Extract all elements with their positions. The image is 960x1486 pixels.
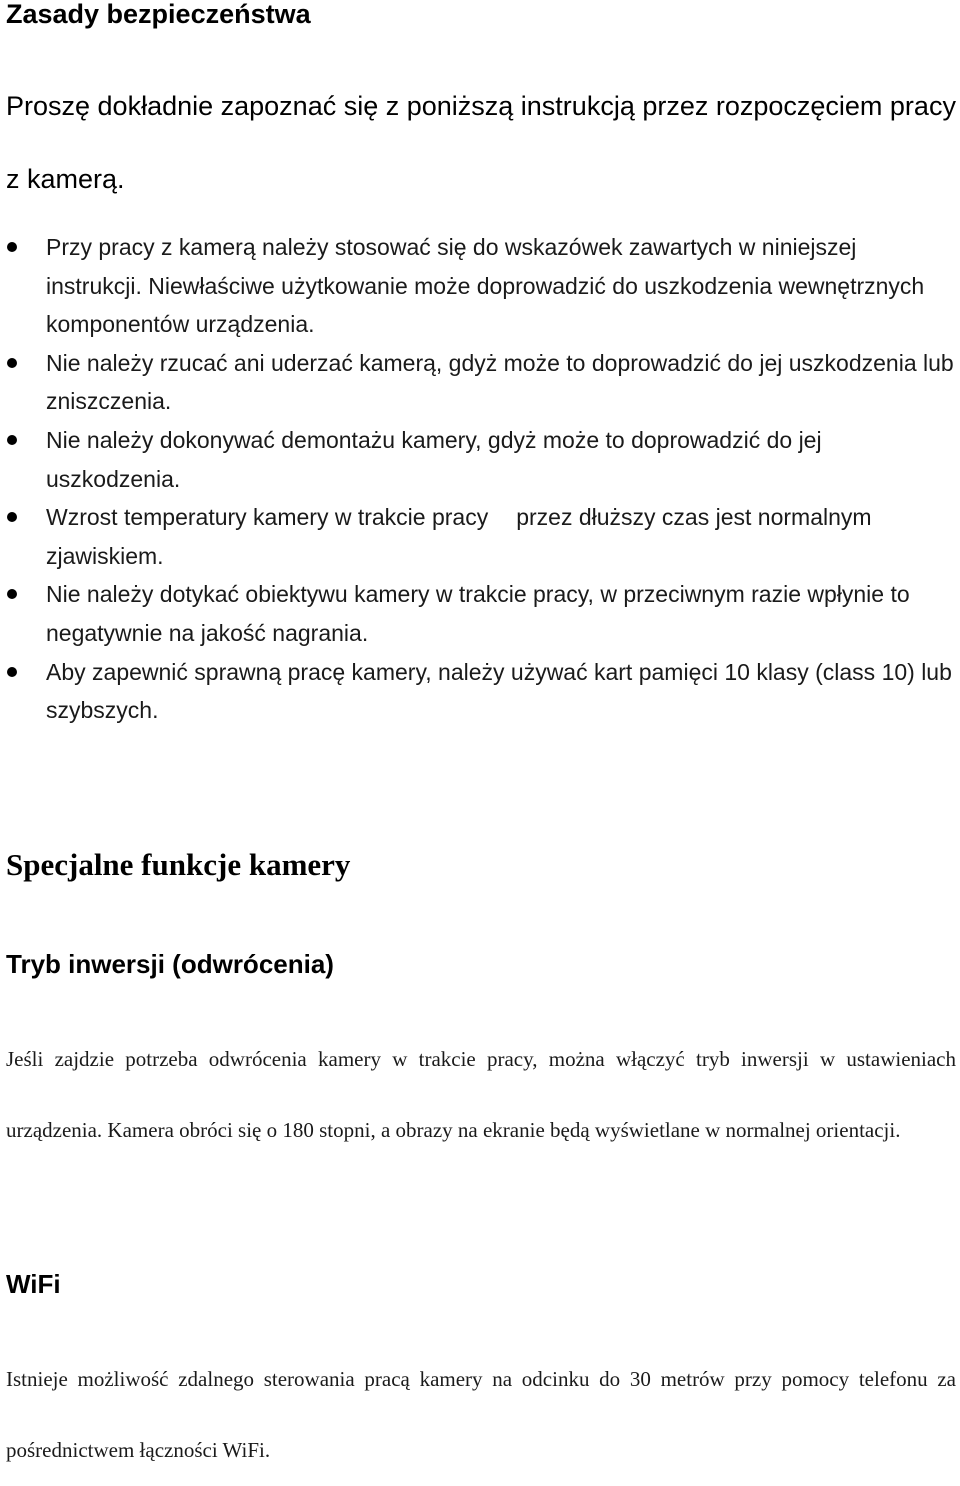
list-item	[0, 653, 960, 730]
list-item	[0, 575, 960, 652]
bullet-text: Nie należy rzucać ani uderzać kamerą, gdyż może to doprowadzić do jej uszkodzenia lub zniszczenia.	[46, 349, 954, 415]
list-item	[0, 421, 960, 498]
features-title: Specjalne funkcje kamery	[6, 847, 351, 882]
list-item	[0, 228, 960, 344]
bullet-icon	[7, 242, 17, 252]
bullet-text: Przy pracy z kamerą należy stosować się do wskazówek zawartych w niniejszej instrukcji. Niewłaściwe użytkowanie może doprowadzić do uszkodzenia wewnętrznych komponentów urządzenia.	[46, 234, 925, 338]
inversion-title: Tryb inwersji (odwrócenia)	[6, 949, 334, 979]
safety-intro: Proszę dokładnie zapoznać się z poniższą instrukcją przez rozpoczęciem pracy z kamerą.	[6, 91, 956, 194]
wifi-paragraph: Istnieje możliwość zdalnego sterowania pracą kamery na odcinku do 30 metrów przy pomocy telefonu za pośrednictwem łączności WiFi.	[6, 1367, 956, 1462]
safety-title: Zasady bezpieczeństwa	[6, 0, 311, 29]
safety-bullet-list	[0, 228, 960, 730]
bullet-text-part2: przez dłuższy czas jest normalnym zjawiskiem.	[46, 504, 872, 569]
list-item	[0, 498, 960, 575]
list-item	[0, 344, 960, 421]
bullet-icon	[7, 435, 17, 445]
bullet-icon	[7, 589, 17, 599]
inversion-paragraph: Jeśli zajdzie potrzeba odwrócenia kamery w trakcie pracy, można włączyć tryb inwersji w ustawieniach urządzenia. Kamera obróci się o 180 stopni, a obrazy na ekranie będą wyświetlane w normalnej orientacji.	[6, 1047, 956, 1142]
bullet-icon	[7, 358, 17, 368]
bullet-text-part1: Wzrost temperatury kamery w trakcie pracy	[46, 504, 489, 531]
bullet-text: Aby zapewnić sprawną pracę kamery, należy używać kart pamięci 10 klasy (class 10) lub szybszych.	[46, 658, 952, 724]
bullet-icon	[7, 667, 17, 677]
bullet-text: Nie należy dotykać obiektywu kamery w trakcie pracy, w przeciwnym razie wpłynie to negatywnie na jakość nagrania.	[46, 581, 910, 646]
bullet-text: Nie należy dokonywać demontażu kamery, gdyż może to doprowadzić do jej uszkodzenia.	[46, 426, 822, 492]
wifi-title: WiFi	[6, 1269, 61, 1299]
bullet-icon	[7, 512, 17, 522]
